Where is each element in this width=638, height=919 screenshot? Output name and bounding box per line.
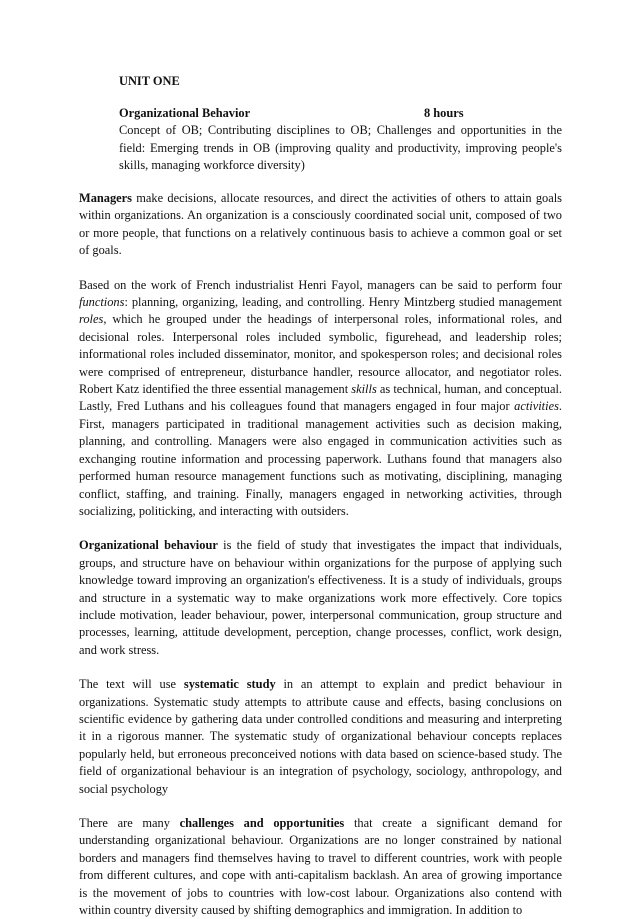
term-organizational-behaviour: Organizational behaviour (79, 538, 218, 553)
term-activities: activities (514, 399, 559, 414)
paragraph-challenges (79, 815, 562, 919)
unit-name: Organizational Behavior (119, 106, 251, 121)
paragraph-text: The text will use (79, 677, 184, 692)
paragraph-text: : planning, organizing, leading, and controlling. Henry Mintzberg studied management (124, 295, 562, 310)
paragraph-systematic-study (79, 676, 562, 798)
paragraph-organizational-behaviour (79, 537, 562, 659)
unit-hours: 8 hours (424, 106, 464, 121)
paragraph-text: that create a significant demand for understanding organizational behaviour. Organizations are no longer constrained by national borders and managers find themselves having to travel to different countries, work with people from different cultures, and cope with anti-capitalism backlash. An area of growing importance is the movement of jobs to countries with low-cost labour. Organizations also contend with within country diversity caused by shifting demographics and immigration. In addition to (79, 816, 563, 918)
paragraph-text: , which he grouped under the headings of interpersonal roles, informational roles, and decisional roles. Interpersonal roles included symbolic, figurehead, and leadership roles; informational roles included disseminator, monitor, and spokesperson roles; and decisional roles were comprised of entrepreneur, disturbance handler, resource allocator, and negotiator roles. Robert Katz identified the three essential management (79, 312, 562, 397)
paragraph-text: make decisions, allocate resources, and direct the activities of others to attain goals within organizations. An organization is a consciously coordinated social unit, composed of two or more people, that functions on a relatively continuous basis to achieve a common goal or set of goals. (79, 191, 562, 258)
term-managers: Managers (79, 191, 132, 205)
paragraph-text: There are many (79, 816, 180, 830)
unit-header (119, 73, 562, 175)
term-challenges-opportunities: challenges and opportunities (179, 816, 345, 830)
paragraph-text: as technical, human, and conceptual. Lastly, Fred Luthans and his colleagues found that managers engaged in four major (79, 382, 562, 414)
term-roles: roles (79, 312, 104, 327)
term-functions: functions (79, 295, 125, 310)
term-skills: skills (351, 382, 377, 397)
body-text (79, 190, 562, 919)
paragraph-text: is the field of study that investigates the impact that individuals, groups, and structure have on behaviour within organizations for the purpose of applying such knowledge toward improving an organization's effectiveness. It is a study of individuals, groups and structure in a systematic way to make organizations work more effectively. Core topics include motivation, leader behaviour, power, interpersonal communication, group structure and processes, learning, attitude development, perception, change processes, conflict, work design, and work stress. (79, 538, 562, 657)
unit-description: Concept of OB; Contributing disciplines to OB; Challenges and opportunities in the field: Emerging trends in OB (improving quality and productivity, improving people's skills, managing workforce diversity) (119, 123, 562, 173)
unit-title: UNIT ONE (119, 74, 180, 88)
paragraph-text: . First, managers participated in traditional management activities such as decision making, planning, and controlling. Managers were also engaged in communication activities such as exchanging routine information and processing paperwork. Luthans found that managers also performed human resource management functions such as motivating, disciplining, managing conflict, staffing, and training. Finally, managers engaged in networking activities, through socializing, politicking, and interacting with outsiders. (79, 399, 562, 518)
paragraph-fayol (79, 277, 562, 521)
term-systematic-study: systematic study (183, 677, 276, 692)
paragraph-managers (79, 190, 562, 260)
unit-name-row (119, 105, 562, 122)
paragraph-text: Based on the work of French industrialist Henri Fayol, managers can be said to perform four (79, 277, 562, 292)
paragraph-text: in an attempt to explain and predict behaviour in organizations. Systematic study attempts to attribute cause and effects, basing conclusions on scientific evidence by gathering data under controlled conditions and measuring and interpreting it in a rigorous manner. The systematic study of organizational behaviour concepts replaces popularly held, but erroneous preconceived notions with data based on science-based study. The field of organizational behaviour is an integration of psychology, sociology, anthropology, and social psychology (79, 677, 563, 796)
